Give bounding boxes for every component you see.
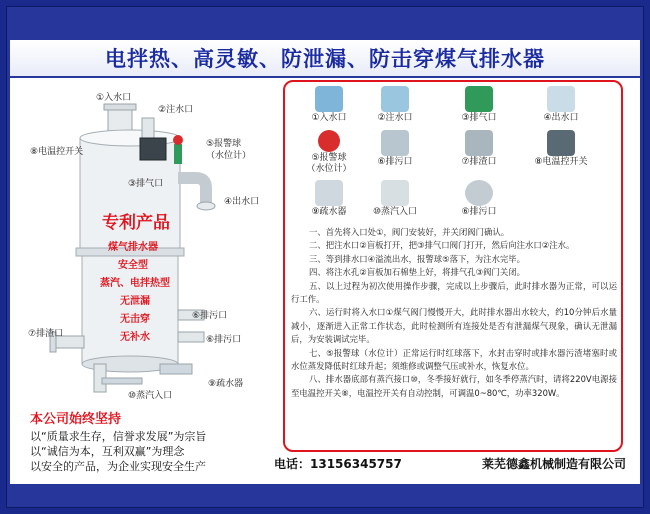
steam-inlet-icon [381,180,409,206]
part-caption: ①入水口 [311,113,347,123]
label-exhaust: ③排气口 [128,179,164,189]
feature-item: 无补水 [120,332,150,343]
part-caption: ⑥排污口 [377,157,413,167]
label-fill: ②注水口 [158,105,194,115]
feature-item: 无击穿 [120,314,150,325]
label-heat-switch: ⑧电温控开关 [30,147,84,157]
step: 七、⑤报警球（水位计）正常运行时红球落下，水封击穿时或排水器污渣堵塞时或水位蒸发降低时红球升起；须维修或调整气压或补水，恢复水位。 [291,347,617,372]
part-inlet [297,86,361,124]
label-trap: ⑨疏水器 [208,379,244,389]
part-drain-slag [447,130,511,168]
feature-item: 蒸汽、电拌热型 [100,278,170,289]
motto-line: 以“质量求生存，信誉求发展”为宗旨 [30,430,207,443]
part-caption: ③排气口 [461,113,497,123]
thermostat-icon [547,130,575,156]
instructions-panel [283,80,623,452]
alarm-ball-icon [318,130,340,152]
outlet-icon [547,86,575,112]
footer [272,452,640,474]
label-steam: ⑩蒸汽入口 [128,391,173,401]
inlet-icon [315,86,343,112]
title-banner [10,40,640,76]
step: 六、运行时将入水口①煤气阀门慢慢开大，此时排水器出水较大，约10分钟后水量减小，逐渐进入正常工作状态，此时检测所有连接处是否有泄漏煤气现象，确认无泄漏后，为安装调试完毕。 [291,307,617,345]
part-caption: ⑨疏水器 [311,207,347,217]
feature-item: 安全型 [118,260,148,271]
step: 五、以上过程为初次使用操作步骤，完成以上步骤后，此时排水器为正常，可以运行工作。 [291,280,617,305]
step: 八、排水器底部有蒸汽接口⑩，冬季接好就行，如冬季停蒸汽时，请将220V电源接至电温控开关⑧，电温控开关有自动控制，可调温0~80℃，功率320W。 [291,374,617,398]
phone-number: 电话：13156345757 [274,456,402,471]
label-drain-slag: ⑦排渣口 [28,329,64,339]
part-trap [297,180,361,218]
label-inlet: ①入水口 [96,93,132,103]
part-caption: ⑧电温控开关 [534,157,588,167]
page-title: 电拌热、高灵敏、防泄漏、防击穿煤气排水器 [105,47,545,71]
part-heat-switch [529,130,593,168]
part-caption: ⑥排污口 [461,207,497,217]
step: 二、把注水口②盲板打开，把③排气口阀门打开，然后向注水口②注水。 [309,240,575,251]
motto-line: 以安全的产品，为企业实现安全生产 [30,460,206,473]
feature-item: 煤气排水器 [108,242,158,253]
feature-item: 无泄漏 [120,296,150,307]
part-alarm [297,130,361,175]
label-outlet: ④出水口 [224,197,260,207]
part-exhaust [447,86,511,124]
exhaust-icon [465,86,493,112]
part-outlet [529,86,593,124]
trap-icon [315,180,343,206]
part-steam [363,180,427,218]
label-alarm-sub: （水位计） [206,151,252,161]
drain-icon [465,180,493,206]
slag-drain-icon [465,130,493,156]
part-caption: ⑤报警球 （水位计） [306,153,352,174]
step: 三、等到排水口④溢流出水，报警球⑤落下，为注水完毕。 [309,253,526,264]
company-name: 莱芜德鑫机械制造有限公司 [481,456,626,471]
patent-product: 专利产品 [102,213,170,233]
label-alarm: ⑤报警球 [206,139,242,149]
drain-icon [381,130,409,156]
part-caption: ④出水口 [543,113,579,123]
part-drain-dirt-2 [447,180,511,218]
fill-icon [381,86,409,112]
label-drain-dirt-1: ⑥排污口 [192,311,228,321]
part-drain-dirt [363,130,427,168]
step: 一、首先将入口处①，阀门安装好，并关闭阀门确认。 [309,227,510,237]
label-drain-dirt-2: ⑥排污口 [206,335,242,345]
part-caption: ⑩蒸汽入口 [372,207,418,217]
motto-line: 以“诚信为本，互利双赢”为理念 [30,445,185,458]
step: 四、将注水孔②盲板加石棉垫上好，将排气孔③阀门关闭。 [309,267,526,278]
motto-heading: 本公司始终坚持 [30,412,122,427]
instruction-steps [291,226,617,400]
part-caption: ⑦排渣口 [461,157,497,167]
part-fill [363,86,427,124]
part-caption: ②注水口 [377,113,413,123]
